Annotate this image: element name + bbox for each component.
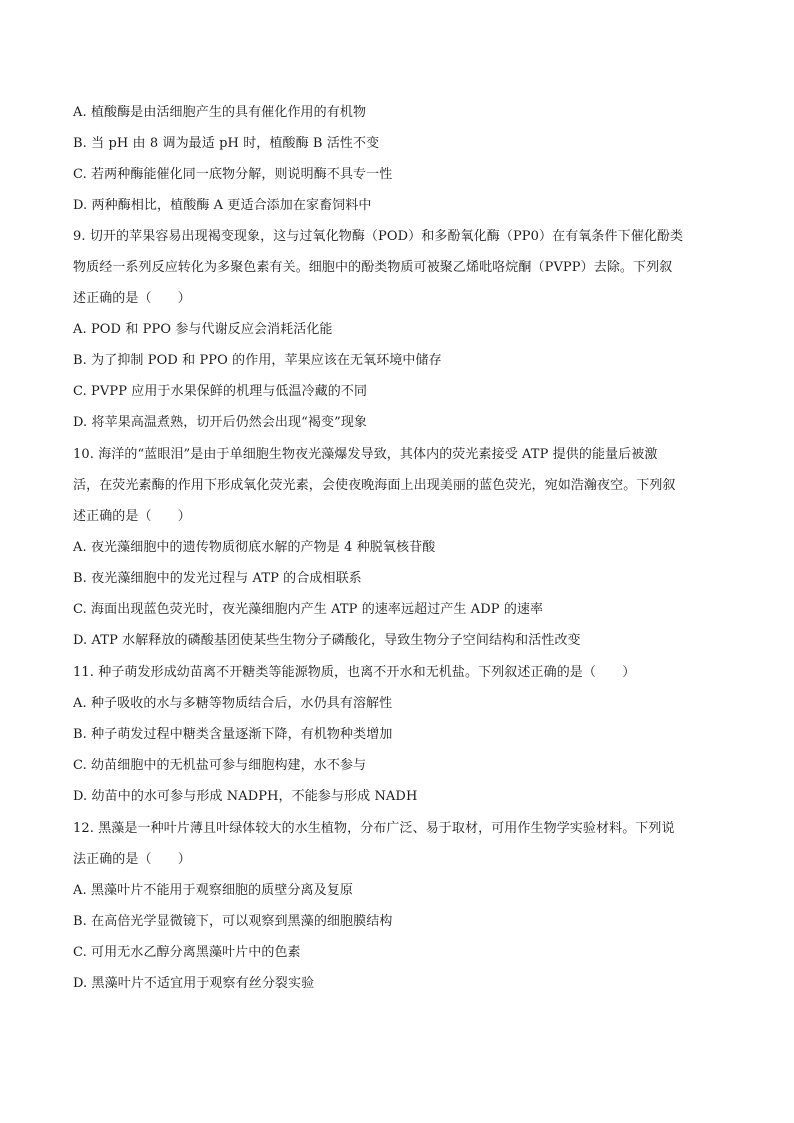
q9-stem-line-3: 述正确的是（ ）	[73, 291, 191, 306]
q11-option-c: C. 幼苗细胞中的无机盐可参与细胞构建，水不参与	[73, 758, 367, 773]
q12-option-a: A. 黑藻叶片不能用于观察细胞的质壁分离及复原	[73, 883, 353, 898]
q10-stem-line-3: 述正确的是（ ）	[73, 509, 191, 524]
q9-option-d: D. 将苹果高温煮熟，切开后仍然会出现“褐变”现象	[73, 415, 368, 430]
q11-option-d: D. 幼苗中的水可参与形成 NADPH，不能参与形成 NADH	[73, 789, 418, 804]
q10-stem-line-1: 10. 海洋的“蓝眼泪”是由于单细胞生物夜光藻爆发导致，其体内的荧光素接受 ATP 提供的能量后被激	[73, 447, 658, 462]
q12-option-c: C. 可用无水乙醇分离黑藻叶片中的色素	[73, 945, 301, 960]
q12-option-d: D. 黑藻叶片不适宜用于观察有丝分裂实验	[73, 976, 315, 991]
q12-stem-line-1: 12. 黑藻是一种叶片薄且叶绿体较大的水生植物，分布广泛、易于取材，可用作生物学实验材料。下列说	[73, 821, 675, 836]
q9-option-c: C. PVPP 应用于水果保鲜的机理与低温冷藏的不同	[73, 384, 368, 399]
q10-option-b: B. 夜光藻细胞中的发光过程与 ATP 的合成相联系	[73, 571, 362, 586]
q9-option-b: B. 为了抑制 POD 和 PPO 的作用，苹果应该在无氧环境中储存	[73, 353, 442, 368]
q9-stem-line-2: 物质经一系列反应转化为多聚色素有关。细胞中的酚类物质可被聚乙烯吡咯烷酮（PVPP）去除。下列叙	[73, 260, 673, 275]
q8-option-d: D. 两种酶相比，植酸酶 A 更适合添加在家畜饲料中	[73, 198, 372, 213]
q9-stem-line-1: 9. 切开的苹果容易出现褐变现象，这与过氧化物酶（POD）和多酚氧化酶（PP0）在有氧条件下催化酚类	[73, 229, 684, 244]
q10-option-a: A. 夜光藻细胞中的遗传物质彻底水解的产物是 4 种脱氧核苷酸	[73, 540, 436, 555]
q9-option-a: A. POD 和 PPO 参与代谢反应会消耗活化能	[73, 322, 333, 337]
q8-option-a: A. 植酸酶是由活细胞产生的具有催化作用的有机物	[73, 105, 367, 120]
q11-stem-line-1: 11. 种子萌发形成幼苗离不开糖类等能源物质，也离不开水和无机盐。下列叙述正确的是（ ）	[73, 665, 636, 680]
q10-stem-line-2: 活，在荧光素酶的作用下形成氧化荧光素，会使夜晚海面上出现美丽的蓝色荧光，宛如浩瀚夜空。下列叙	[73, 478, 676, 493]
q10-option-d: D. ATP 水解释放的磷酸基团使某些生物分子磷酸化，导致生物分子空间结构和活性改变	[73, 633, 581, 648]
q8-option-b: B. 当 pH 由 8 调为最适 pH 时，植酸酶 B 活性不变	[73, 136, 380, 151]
q11-option-a: A. 种子吸收的水与多糖等物质结合后，水仍具有溶解性	[73, 696, 393, 711]
q12-stem-line-2: 法正确的是（ ）	[73, 852, 191, 867]
q8-option-c: C. 若两种酶能催化同一底物分解，则说明酶不具专一性	[73, 167, 393, 182]
q11-option-b: B. 种子萌发过程中糖类含量逐渐下降，有机物种类增加	[73, 727, 393, 742]
q10-option-c: C. 海面出现蓝色荧光时，夜光藻细胞内产生 ATP 的速率远超过产生 ADP 的速率	[73, 602, 544, 617]
q12-option-b: B. 在高倍光学显微镜下，可以观察到黑藻的细胞膜结构	[73, 914, 393, 929]
